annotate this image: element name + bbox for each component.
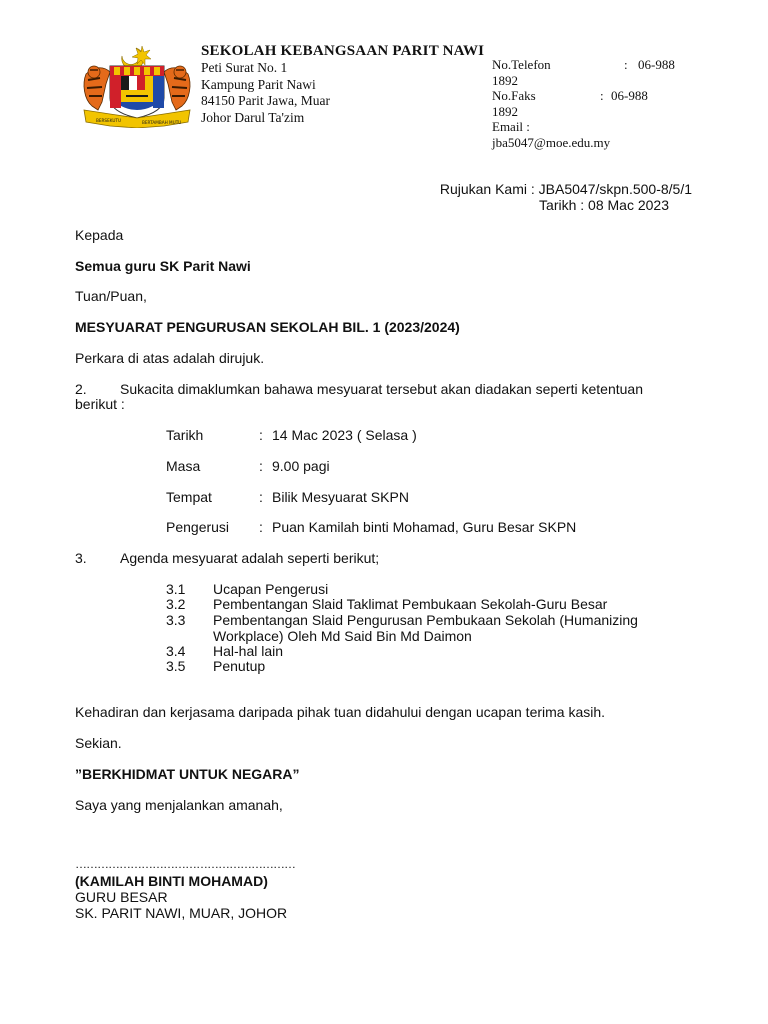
school-address	[201, 60, 330, 126]
agenda-number: 3.1	[166, 581, 186, 597]
detail-colon: :	[259, 427, 263, 443]
paragraph-1: Perkara di atas adalah dirujuk.	[75, 350, 265, 366]
detail-value-date: 14 Mac 2023 ( Selasa )	[272, 427, 417, 443]
phone-value: 06-988	[638, 57, 675, 72]
fax-label: No.Faks	[492, 88, 536, 103]
agenda-item: Ucapan Pengerusi	[213, 581, 329, 597]
agenda-number: 3.4	[166, 643, 186, 659]
paragraph-2-line-2: berikut :	[75, 396, 125, 412]
reference-date: Tarikh : 08 Mac 2023	[539, 197, 669, 213]
closing-sekian: Sekian.	[75, 735, 122, 751]
reference-number: Rujukan Kami : JBA5047/skpn.500-8/5/1	[439, 181, 692, 197]
salutation: Tuan/Puan,	[75, 288, 147, 304]
detail-colon: :	[259, 519, 263, 535]
closing-thanks: Kehadiran dan kerjasama daripada pihak tuan didahului dengan ucapan terima kasih.	[75, 704, 606, 720]
address-line-1: Peti Surat No. 1	[201, 60, 288, 75]
signatory-name: (KAMILAH BINTI MOHAMAD)	[75, 873, 268, 889]
phone-colon: :	[624, 57, 628, 72]
agenda-item: Pembentangan Slaid Pengurusan Pembukaan Sekolah (Humanizing	[213, 612, 638, 628]
paragraph-2-line-1: Sukacita dimaklumkan bahawa mesyuarat tersebut akan diadakan seperti ketentuan	[120, 381, 643, 397]
signature-line: ……………………………………………………	[75, 857, 295, 871]
detail-label-time: Masa	[166, 458, 201, 474]
signatory-title: GURU BESAR	[75, 889, 168, 905]
detail-label-chair: Pengerusi	[166, 519, 230, 535]
fax-value: 06-988	[611, 88, 648, 103]
detail-value-chair: Puan Kamilah binti Mohamad, Guru Besar SKPN	[272, 519, 577, 535]
school-name: SEKOLAH KEBANGSAAN PARIT NAWI	[201, 43, 485, 59]
malaysia-coat-of-arms-logo	[80, 44, 194, 128]
detail-label-date: Tarikh	[166, 427, 204, 443]
agenda-item: Penutup	[213, 658, 266, 674]
fax-colon: :	[600, 88, 604, 103]
detail-value-venue: Bilik Mesyuarat SKPN	[272, 489, 409, 505]
crest-ribbon-left-text: BERSEKUTU	[96, 118, 122, 123]
agenda-item-continued: Workplace) Oleh Md Said Bin Md Daimon	[213, 628, 472, 644]
detail-colon: :	[259, 458, 263, 474]
phone-label: No.Telefon	[492, 57, 551, 72]
agenda-item: Pembentangan Slaid Taklimat Pembukaan Sekolah-Guru Besar	[213, 596, 608, 612]
phone-value-continued: 1892	[492, 72, 518, 88]
paragraph-2-number: 2.	[75, 381, 87, 397]
signatory-school: SK. PARIT NAWI, MUAR, JOHOR	[75, 905, 288, 921]
contact-block	[492, 57, 692, 150]
email-value: jba5047@moe.edu.my	[492, 134, 611, 150]
email-label: Email :	[492, 119, 530, 134]
address-line-3: 84150 Parit Jawa, Muar	[201, 93, 330, 108]
agenda-number: 3.5	[166, 658, 186, 674]
paragraph-3-number: 3.	[75, 550, 87, 566]
subject: MESYUARAT PENGURUSAN SEKOLAH BIL. 1 (2023/2024)	[75, 319, 460, 335]
paragraph-3-text: Agenda mesyuarat adalah seperti berikut;	[120, 550, 380, 566]
detail-colon: :	[259, 489, 263, 505]
agenda-item: Hal-hal lain	[213, 643, 284, 659]
agenda-number: 3.3	[166, 612, 186, 628]
fax-value-continued: 1892	[492, 103, 518, 119]
recipient: Semua guru SK Parit Nawi	[75, 258, 251, 274]
address-line-4: Johor Darul Ta'zim	[201, 109, 305, 125]
detail-value-time: 9.00 pagi	[272, 458, 330, 474]
address-line-2: Kampung Parit Nawi	[201, 76, 316, 92]
to-label: Kepada	[75, 227, 124, 243]
motto: ”BERKHIDMAT UNTUK NEGARA”	[75, 766, 300, 782]
agenda-number: 3.2	[166, 596, 186, 612]
closing-trust: Saya yang menjalankan amanah,	[75, 797, 283, 813]
detail-label-venue: Tempat	[166, 489, 212, 505]
crest-ribbon-right-text: BERTAMBAH MUTU	[142, 120, 182, 125]
reference-block	[420, 181, 692, 213]
